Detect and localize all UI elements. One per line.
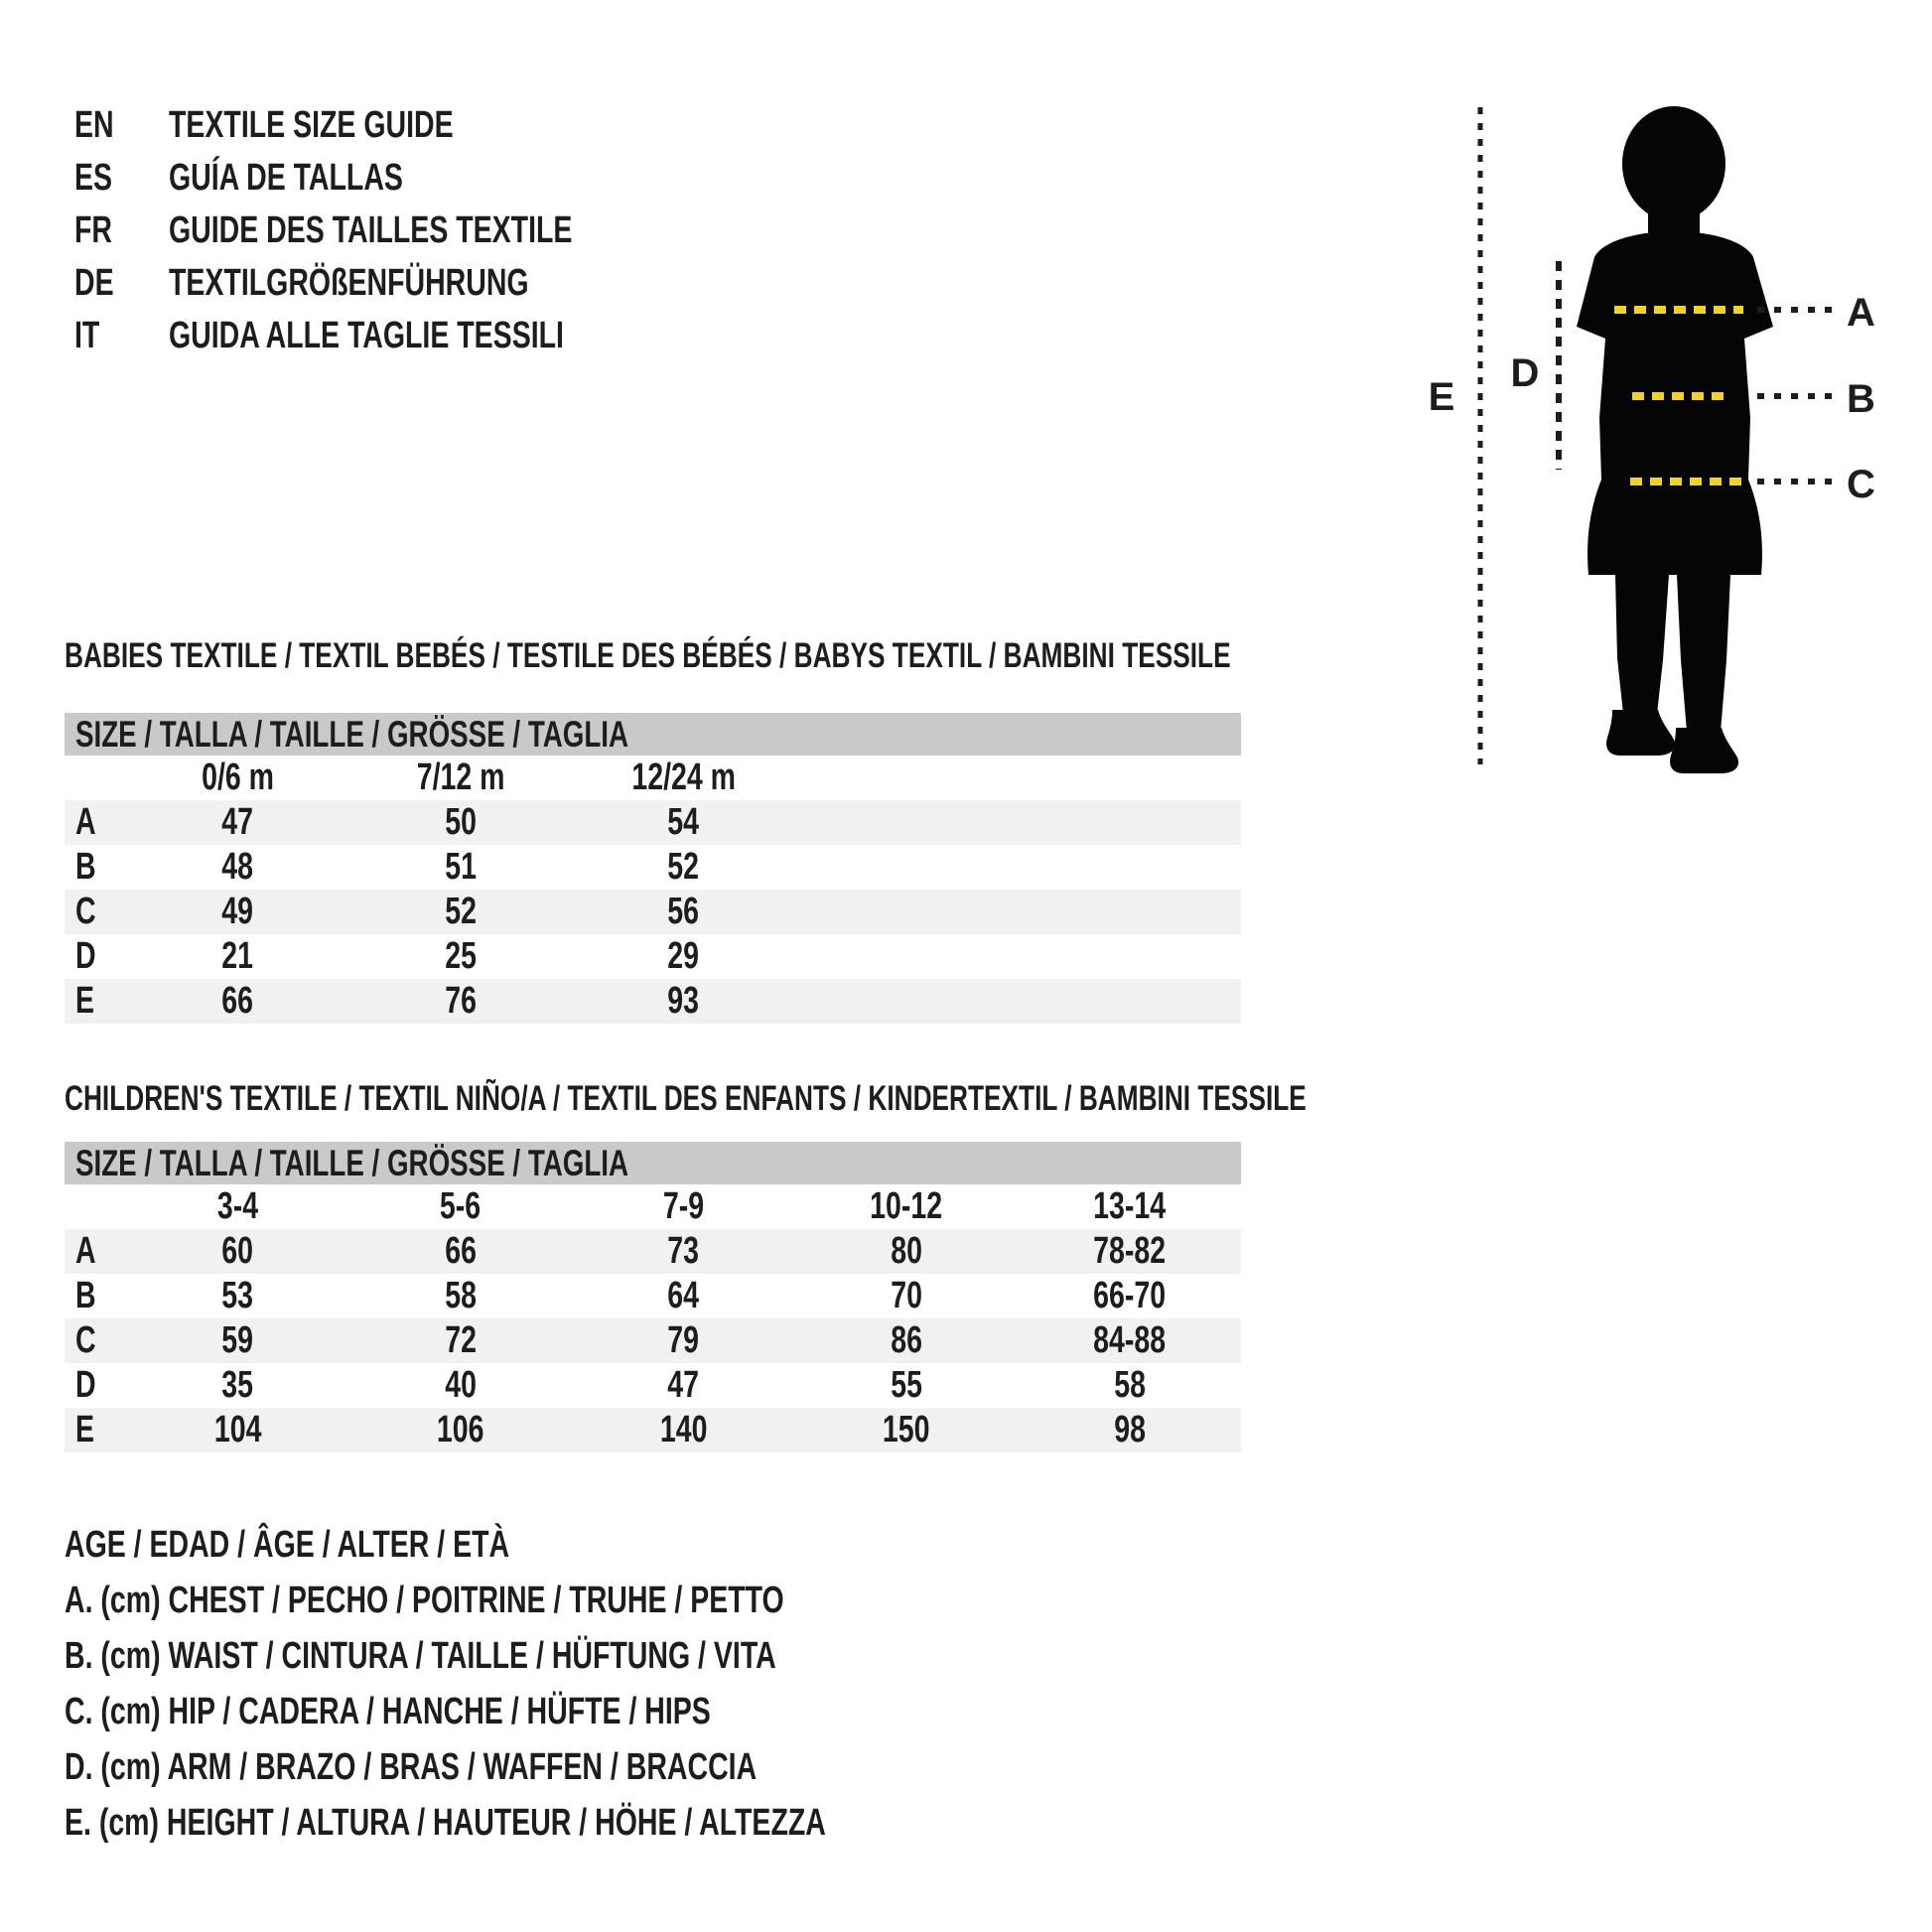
row-label: E <box>75 1409 95 1450</box>
language-title: GUÍA DE TALLAS <box>169 157 403 199</box>
child-silhouette-diagram <box>1410 84 1906 784</box>
column-header: 12/24 m <box>631 757 736 798</box>
language-code: DE <box>74 262 114 304</box>
cell-value: 64 <box>667 1275 700 1316</box>
size-header-bar: SIZE / TALLA / TAILLE / GRÖSSE / TAGLIA <box>65 713 1241 756</box>
cell-value: 73 <box>667 1230 700 1272</box>
row-label: B <box>75 1275 96 1316</box>
cell-value: 104 <box>213 1409 262 1450</box>
children-column-header-row <box>65 1184 1241 1229</box>
cell-value: 29 <box>667 935 700 977</box>
table-row-e <box>65 1408 1241 1452</box>
cell-value: 58 <box>1113 1364 1146 1406</box>
cell-value: 50 <box>445 801 477 843</box>
cell-value: 52 <box>445 891 477 932</box>
cell-value: 59 <box>221 1319 254 1361</box>
cell-value: 76 <box>445 980 477 1022</box>
column-header: 0/6 m <box>201 757 274 798</box>
babies-section-title: BABIES TEXTILE / TEXTIL BEBÉS / TESTILE DES BÉBÉS / BABYS TEXTIL / BAMBINI TESSILE <box>65 636 1231 675</box>
cell-value: 150 <box>883 1409 930 1450</box>
measure-label-d: D <box>1510 351 1540 395</box>
language-code: FR <box>74 209 112 251</box>
cell-value: 84-88 <box>1093 1319 1167 1361</box>
language-row-it <box>0 310 1092 362</box>
cell-value: 21 <box>221 935 254 977</box>
table-row-b <box>65 1274 1241 1318</box>
language-row-en <box>0 99 1092 152</box>
legend-line-chest: A. (cm) CHEST / PECHO / POITRINE / TRUHE / PETTO <box>65 1580 784 1621</box>
column-header: 7/12 m <box>416 757 505 798</box>
cell-value: 25 <box>445 935 477 977</box>
column-header: 3-4 <box>216 1185 258 1227</box>
column-header: 5-6 <box>440 1185 482 1227</box>
legend-line-age: AGE / EDAD / ÂGE / ALTER / ETÀ <box>65 1524 510 1566</box>
row-label: C <box>75 891 96 932</box>
row-label: B <box>75 846 96 888</box>
cell-value: 54 <box>667 801 700 843</box>
row-label: D <box>75 935 96 977</box>
cell-value: 98 <box>1113 1409 1146 1450</box>
table-row-d <box>65 1363 1241 1408</box>
cell-value: 140 <box>659 1409 708 1450</box>
measurement-figure <box>1410 84 1906 784</box>
measurement-legend <box>65 1517 1079 1851</box>
language-title-list <box>0 99 1092 362</box>
babies-size-table <box>65 713 1241 1024</box>
row-label: A <box>75 1230 96 1272</box>
cell-value: 60 <box>221 1230 254 1272</box>
measure-label-a: A <box>1847 291 1875 335</box>
table-row-a <box>65 800 1241 845</box>
cell-value: 55 <box>891 1364 922 1406</box>
table-row-a <box>65 1229 1241 1274</box>
cell-value: 79 <box>667 1319 700 1361</box>
cell-value: 66 <box>221 980 254 1022</box>
children-size-table <box>65 1142 1241 1452</box>
language-title: TEXTILGRÖßENFÜHRUNG <box>169 262 529 304</box>
column-header: 10-12 <box>870 1185 943 1227</box>
column-header: 7-9 <box>662 1185 705 1227</box>
cell-value: 66 <box>445 1230 477 1272</box>
cell-value: 70 <box>891 1275 922 1316</box>
cell-value: 56 <box>667 891 700 932</box>
language-code: ES <box>74 157 113 199</box>
cell-value: 86 <box>891 1319 922 1361</box>
table-row-b <box>65 845 1241 890</box>
measure-label-c: C <box>1847 463 1875 506</box>
row-label: C <box>75 1319 96 1361</box>
row-label: A <box>75 801 96 843</box>
row-label: D <box>75 1364 96 1406</box>
cell-value: 35 <box>221 1364 254 1406</box>
legend-line-height: E. (cm) HEIGHT / ALTURA / HAUTEUR / HÖHE / ALTEZZA <box>65 1802 826 1844</box>
cell-value: 48 <box>221 846 254 888</box>
legend-line-waist: B. (cm) WAIST / CINTURA / TAILLE / HÜFTUNG / VITA <box>65 1635 776 1677</box>
size-header-bar: SIZE / TALLA / TAILLE / GRÖSSE / TAGLIA <box>65 1142 1241 1184</box>
cell-value: 93 <box>667 980 700 1022</box>
legend-line-arm: D. (cm) ARM / BRAZO / BRAS / WAFFEN / BRACCIA <box>65 1746 758 1788</box>
language-row-fr <box>0 205 1092 257</box>
cell-value: 106 <box>437 1409 484 1450</box>
language-row-es <box>0 152 1092 205</box>
cell-value: 66-70 <box>1093 1275 1167 1316</box>
language-row-de <box>0 257 1092 310</box>
table-row-d <box>65 934 1241 979</box>
legend-line-hip: C. (cm) HIP / CADERA / HANCHE / HÜFTE / HIPS <box>65 1691 711 1732</box>
cell-value: 58 <box>445 1275 477 1316</box>
cell-value: 80 <box>891 1230 922 1272</box>
cell-value: 52 <box>667 846 700 888</box>
measure-label-e: E <box>1428 375 1455 419</box>
column-header: 13-14 <box>1093 1185 1167 1227</box>
children-section-title: CHILDREN'S TEXTILE / TEXTIL NIÑO/A / TEXTIL DES ENFANTS / KINDERTEXTIL / BAMBINI TESSILE <box>65 1079 1307 1118</box>
cell-value: 53 <box>221 1275 254 1316</box>
table-row-e <box>65 979 1241 1024</box>
language-title: TEXTILE SIZE GUIDE <box>169 104 454 146</box>
measure-label-b: B <box>1847 377 1875 421</box>
language-title: GUIDE DES TAILLES TEXTILE <box>169 209 573 251</box>
cell-value: 49 <box>221 891 254 932</box>
language-code: IT <box>74 315 100 356</box>
cell-value: 47 <box>221 801 254 843</box>
table-row-c <box>65 890 1241 934</box>
table-row-c <box>65 1318 1241 1363</box>
row-label: E <box>75 980 95 1022</box>
cell-value: 51 <box>445 846 477 888</box>
cell-value: 78-82 <box>1093 1230 1167 1272</box>
language-title: GUIDA ALLE TAGLIE TESSILI <box>169 315 564 356</box>
cell-value: 72 <box>445 1319 477 1361</box>
cell-value: 40 <box>445 1364 477 1406</box>
babies-column-header-row <box>65 756 1241 800</box>
language-code: EN <box>74 104 114 146</box>
cell-value: 47 <box>667 1364 700 1406</box>
